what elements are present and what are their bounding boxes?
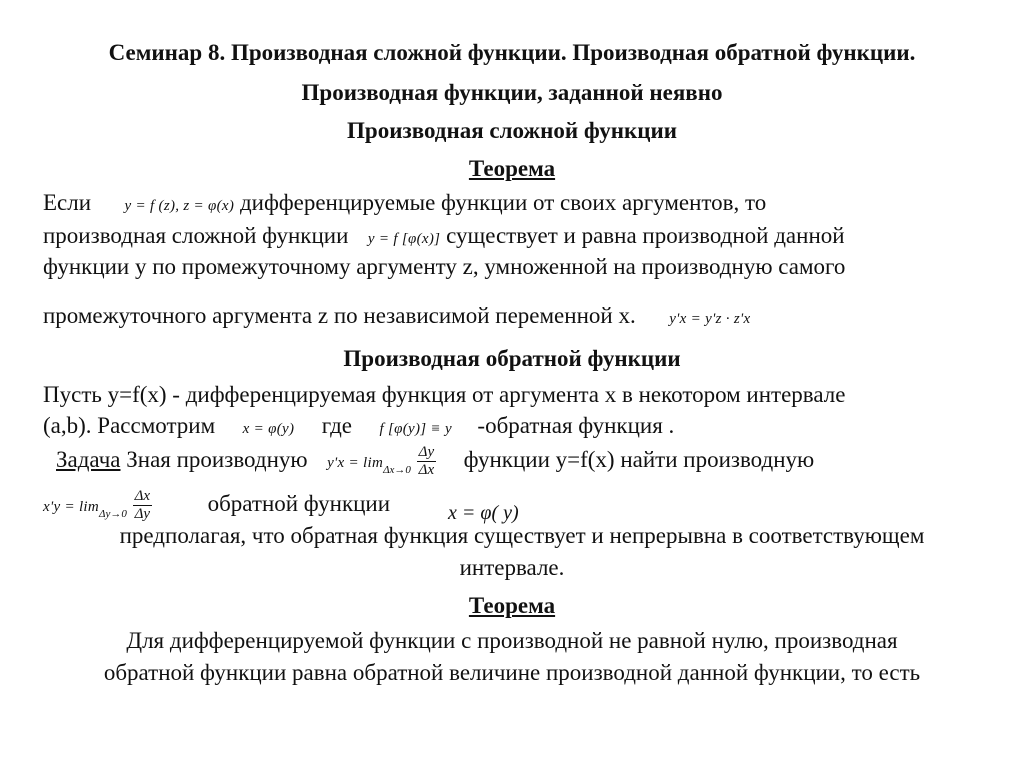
fraction-numerator: Δy xyxy=(418,444,435,461)
task-text: обратной функции xyxy=(207,491,391,516)
theorem1-line-4 xyxy=(43,303,751,332)
theorem1-text: Если xyxy=(43,190,92,215)
inverse-text: (a,b). Рассмотрим xyxy=(43,413,216,438)
fraction-denominator: Δx xyxy=(418,462,435,479)
fraction-denominator: Δy xyxy=(134,506,151,523)
theorem1-text: дифференцируемые функции от своих аргументов, то xyxy=(239,190,767,215)
inverse-line-1: Пусть y=f(x) - дифференцируемая функция от аргумента x в некотором интервале xyxy=(43,382,846,407)
fraction-numerator: Δx xyxy=(134,488,151,505)
formula-derivative-fraction xyxy=(417,444,436,479)
inverse-line-4: предполагая, что обратная функция существует и непрерывна в соответствующем xyxy=(119,523,925,548)
theorem1-text: существует и равна производной данной xyxy=(446,223,845,248)
theorem2-line-1: Для дифференцируемой функции с производной не равной нулю, производная xyxy=(126,628,898,653)
formula-functions: y = f (z), z = φ(x) xyxy=(124,198,235,214)
theorem1-text: промежуточного аргумента z по независимой переменной x. xyxy=(43,303,636,328)
task-label: Задача xyxy=(56,447,121,472)
page-subtitle: Производная функции, заданной неявно xyxy=(301,80,723,105)
formula-composite: y = f [φ(x)] xyxy=(367,231,441,247)
formula-derivative-limit: Δx→0 xyxy=(383,464,411,476)
section-heading-inverse: Производная обратной функции xyxy=(343,346,681,371)
formula-inverse-function: x = φ( y) xyxy=(448,502,519,524)
inverse-text: -обратная функция . xyxy=(477,413,675,438)
formula-inverse-def: x = φ(y) xyxy=(242,421,295,437)
theorem2-line-2: обратной функции равна обратной величине производной данной функции, то есть xyxy=(103,660,921,685)
formula-derivative-lhs: y'x = lim xyxy=(327,455,384,471)
formula-inverse-derivative-limit: Δy→0 xyxy=(99,508,127,520)
formula-chain-rule: y'x = y'z · z'x xyxy=(669,311,751,327)
theorem1-line-1 xyxy=(43,190,766,219)
inverse-text: где xyxy=(321,413,352,438)
formula-inverse-derivative-fraction xyxy=(133,488,152,523)
task-line xyxy=(56,440,814,490)
formula-inverse-derivative-lhs: x'y = lim xyxy=(43,499,100,515)
task-text: функции y=f(x) найти производную xyxy=(463,447,815,472)
inverse-line-5: интервале. xyxy=(459,555,565,580)
section-heading-composite: Производная сложной функции xyxy=(347,118,677,143)
theorem1-line-3: функции y по промежуточному аргументу z, умноженной на производную самого xyxy=(43,254,846,279)
page-title: Семинар 8. Производная сложной функции. Производная обратной функции. xyxy=(108,40,916,65)
inverse-line-2 xyxy=(43,413,674,442)
formula-identity: f [φ(y)] ≡ y xyxy=(379,421,452,437)
theorem-heading-1: Теорема xyxy=(468,156,556,181)
theorem1-line-2 xyxy=(43,223,845,252)
theorem-heading-2: Теорема xyxy=(468,593,556,618)
task-text: Зная производную xyxy=(126,447,308,472)
theorem1-text: производная сложной функции xyxy=(43,223,349,248)
